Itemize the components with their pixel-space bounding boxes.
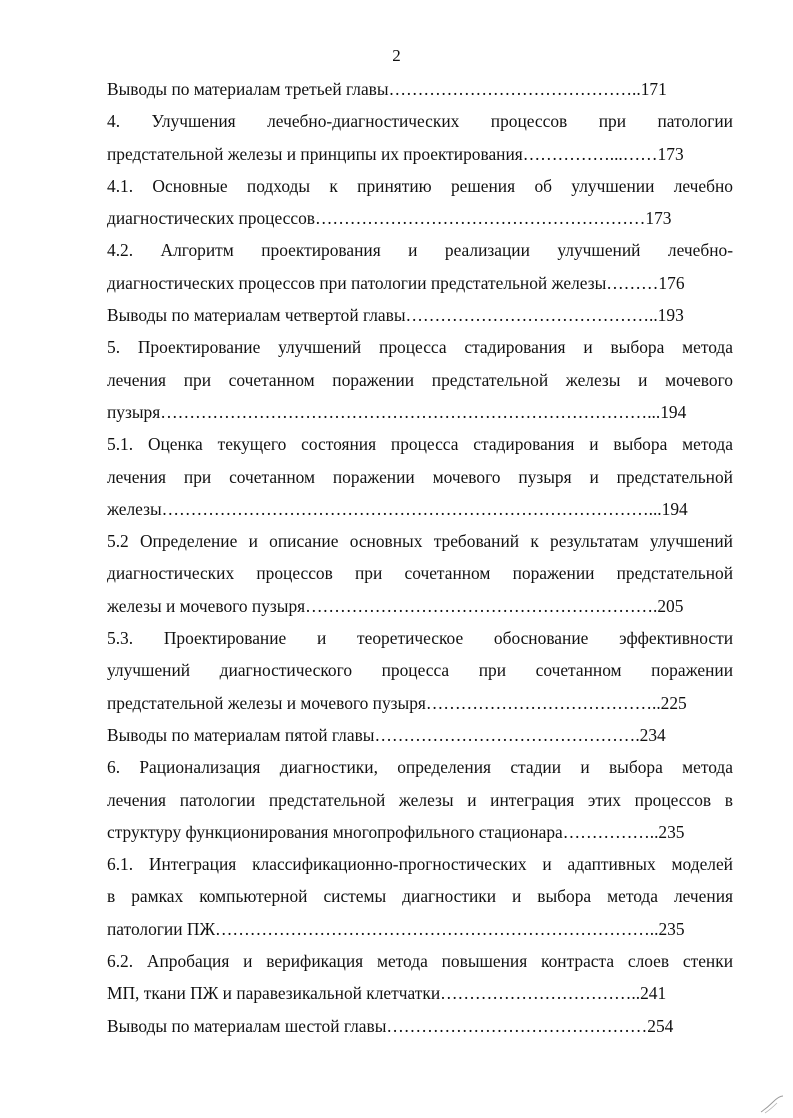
toc-line: в рамках компьютерной системы диагностики и выбора метода лечения — [107, 886, 733, 907]
toc-line: пузыря…………………………………………………………………………...194 — [107, 401, 687, 422]
toc-line: 4.1. Основные подходы к принятию решения об улучшении лечебно — [107, 175, 733, 196]
toc-line: 5.2 Определение и описание основных требований к результатам улучшений — [107, 531, 733, 552]
toc-line: железы и мочевого пузыря…………………………………………………….205 — [107, 595, 684, 616]
toc-line: 5.3. Проектирование и теоретическое обоснование эффективности — [107, 628, 733, 649]
toc-line: железы…………………………………………………………………………...194 — [107, 498, 688, 519]
toc-line: улучшений диагностического процесса при сочетанном поражении — [107, 660, 733, 681]
toc-line: Выводы по материалам пятой главы……………………………………….234 — [107, 724, 666, 745]
toc-line: предстательной железы и принципы их проектирования……………...……173 — [107, 143, 684, 164]
toc-line: предстательной железы и мочевого пузыря…………………………………..225 — [107, 692, 687, 713]
toc-line: 5.1. Оценка текущего состояния процесса стадирования и выбора метода — [107, 434, 733, 455]
toc-line: 6. Рационализация диагностики, определения стадии и выбора метода — [107, 757, 733, 778]
toc-line: Выводы по материалам четвертой главы……………………………………..193 — [107, 305, 684, 326]
toc-line: лечения при сочетанном поражении предстательной железы и мочевого — [107, 369, 733, 390]
toc-line: 6.1. Интеграция классификационно-прогностических и адаптивных моделей — [107, 854, 733, 875]
page-number: 2 — [392, 46, 401, 65]
toc-line: диагностических процессов при патологии предстательной железы………176 — [107, 272, 685, 293]
toc-line: диагностических процессов при сочетанном поражении предстательной — [107, 563, 733, 584]
toc-line: патологии ПЖ…………………………………………………………………..235 — [107, 918, 685, 939]
toc-line: 5. Проектирование улучшений процесса стадирования и выбора метода — [107, 337, 733, 358]
toc-line: МП, ткани ПЖ и паравезикальной клетчатки……………………………..241 — [107, 983, 667, 1004]
toc-line: 6.2. Апробация и верификация метода повышения контраста слоев стенки — [107, 951, 733, 972]
toc-line: лечения патологии предстательной железы и интеграция этих процессов в — [107, 789, 733, 810]
toc-line: 4. Улучшения лечебно-диагностических процессов при патологии — [107, 111, 733, 132]
toc-line: структуру функционирования многопрофильного стационара……………..235 — [107, 821, 685, 842]
toc-line: 4.2. Алгоритм проектирования и реализации улучшений лечебно- — [107, 240, 733, 261]
toc-line: диагностических процессов…………………………………………………173 — [107, 208, 672, 229]
toc-line: лечения при сочетанном поражении мочевого пузыря и предстательной — [107, 466, 733, 487]
toc-line: Выводы по материалам шестой главы………………………………………254 — [107, 1015, 674, 1036]
scan-corner-mark — [759, 1094, 785, 1114]
toc-line: Выводы по материалам третьей главы……………………………………..171 — [107, 79, 667, 99]
table-of-contents — [107, 73, 733, 1042]
